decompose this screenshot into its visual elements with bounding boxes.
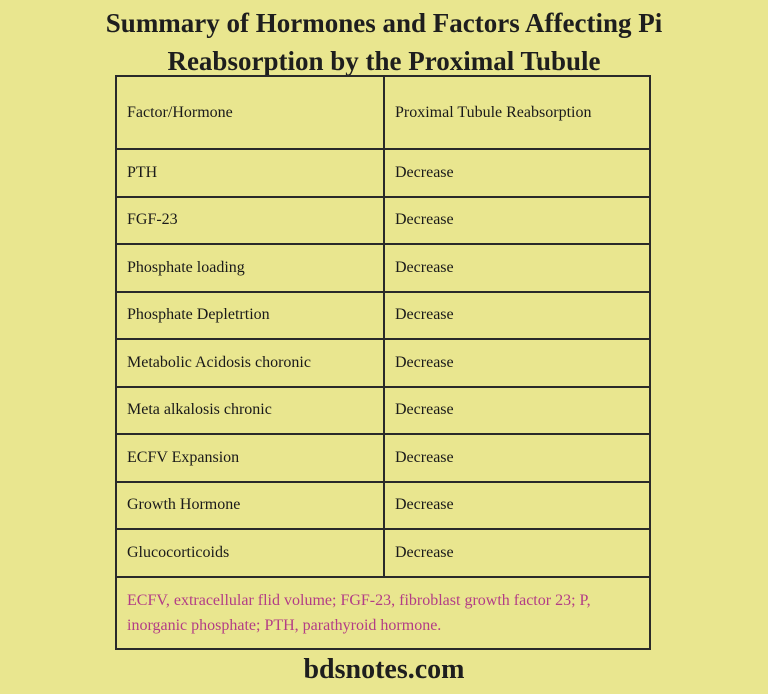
table-footnote: ECFV, extracellular flid volume; FGF-23, fibroblast growth factor 23; P, inorganic phosphate; PTH, parathyroid hormone. [116,577,650,649]
table-header-row [116,76,650,149]
table-row [116,244,650,292]
effect-cell: Decrease [384,339,650,387]
header-factor: Factor/Hormone [116,76,384,149]
effect-cell: Decrease [384,387,650,435]
table-row [116,482,650,530]
header-reabsorption: Proximal Tubule Reabsorption [384,76,650,149]
table-row [116,387,650,435]
table-row [116,292,650,340]
factor-cell: Metabolic Acidosis choronic [116,339,384,387]
table-row [116,197,650,245]
factor-cell: PTH [116,149,384,197]
table-footnote-row [116,577,650,649]
effect-cell: Decrease [384,197,650,245]
effect-cell: Decrease [384,482,650,530]
effect-cell: Decrease [384,434,650,482]
title-line-1: Summary of Hormones and Factors Affecting Pi [105,8,663,38]
effect-cell: Decrease [384,529,650,577]
factor-cell: Growth Hormone [116,482,384,530]
factor-cell: ECFV Expansion [116,434,384,482]
table-row [116,529,650,577]
title-line-2: Reabsorption by the Proximal Tubule [167,46,601,76]
factor-cell: FGF-23 [116,197,384,245]
factor-cell: Glucocorticoids [116,529,384,577]
table-row [116,434,650,482]
effect-cell: Decrease [384,292,650,340]
effect-cell: Decrease [384,244,650,292]
factor-cell: Phosphate Depletrtion [116,292,384,340]
site-watermark: bdsnotes.com [303,654,465,685]
table-row [116,149,650,197]
factor-cell: Meta alkalosis chronic [116,387,384,435]
table-row [116,339,650,387]
page-title [0,4,768,80]
summary-table [115,75,651,650]
effect-cell: Decrease [384,149,650,197]
factor-cell: Phosphate loading [116,244,384,292]
